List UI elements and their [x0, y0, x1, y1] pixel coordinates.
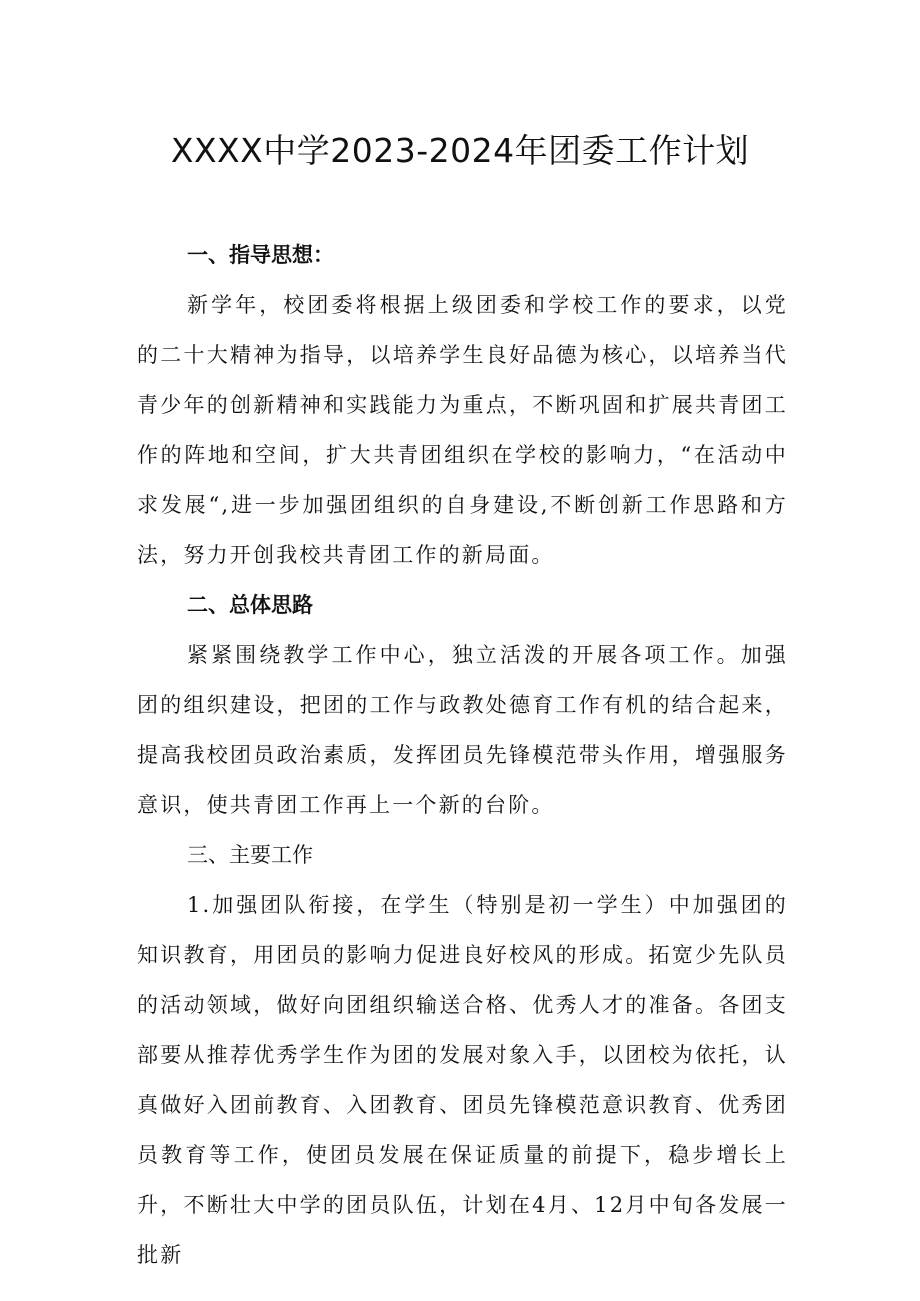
section-heading-guiding-ideology: 一、指导思想：	[187, 243, 334, 267]
section-heading-main-work: 三、主要工作	[187, 843, 313, 867]
document-body	[137, 230, 788, 1280]
section-paragraph-main-work-1: 1.加强团队衔接，在学生（特别是初一学生）中加强团的知识教育，用团员的影响力促进良好校风的形成。拓宽少先队员的活动领域，做好向团组织输送合格、优秀人才的准备。各团支部要从推荐优秀学生作为团的发展对象入手，以团校为依托，认真做好入团前教育、入团教育、团员先锋模范意识教育、优秀团员教育等工作，使团员发展在保证质量的前提下，稳步增长上升，不断壮大中学的团员队伍，计划在4月、12月中旬各发展一批新	[137, 893, 788, 1267]
section-heading-overall-approach: 二、总体思路	[187, 593, 313, 617]
section-paragraph-overall-approach: 紧紧围绕教学工作中心，独立活泼的开展各项工作。加强团的组织建设，把团的工作与政教处德育工作有机的结合起来，提高我校团员政治素质，发挥团员先锋模范带头作用，增强服务意识，使共青团工作再上一个新的台阶。	[137, 643, 788, 817]
section-paragraph-guiding-ideology: 新学年，校团委将根据上级团委和学校工作的要求，以党的二十大精神为指导，以培养学生良好品德为核心，以培养当代青少年的创新精神和实践能力为重点，不断巩固和扩展共青团工作的阵地和空间，扩大共青团组织在学校的影响力，“在活动中求发展“,进一步加强团组织的自身建设,不断创新工作思路和方法，努力开创我校共青团工作的新局面。	[137, 293, 788, 567]
document-title: XXXX中学2023-2024年团委工作计划	[170, 131, 750, 170]
